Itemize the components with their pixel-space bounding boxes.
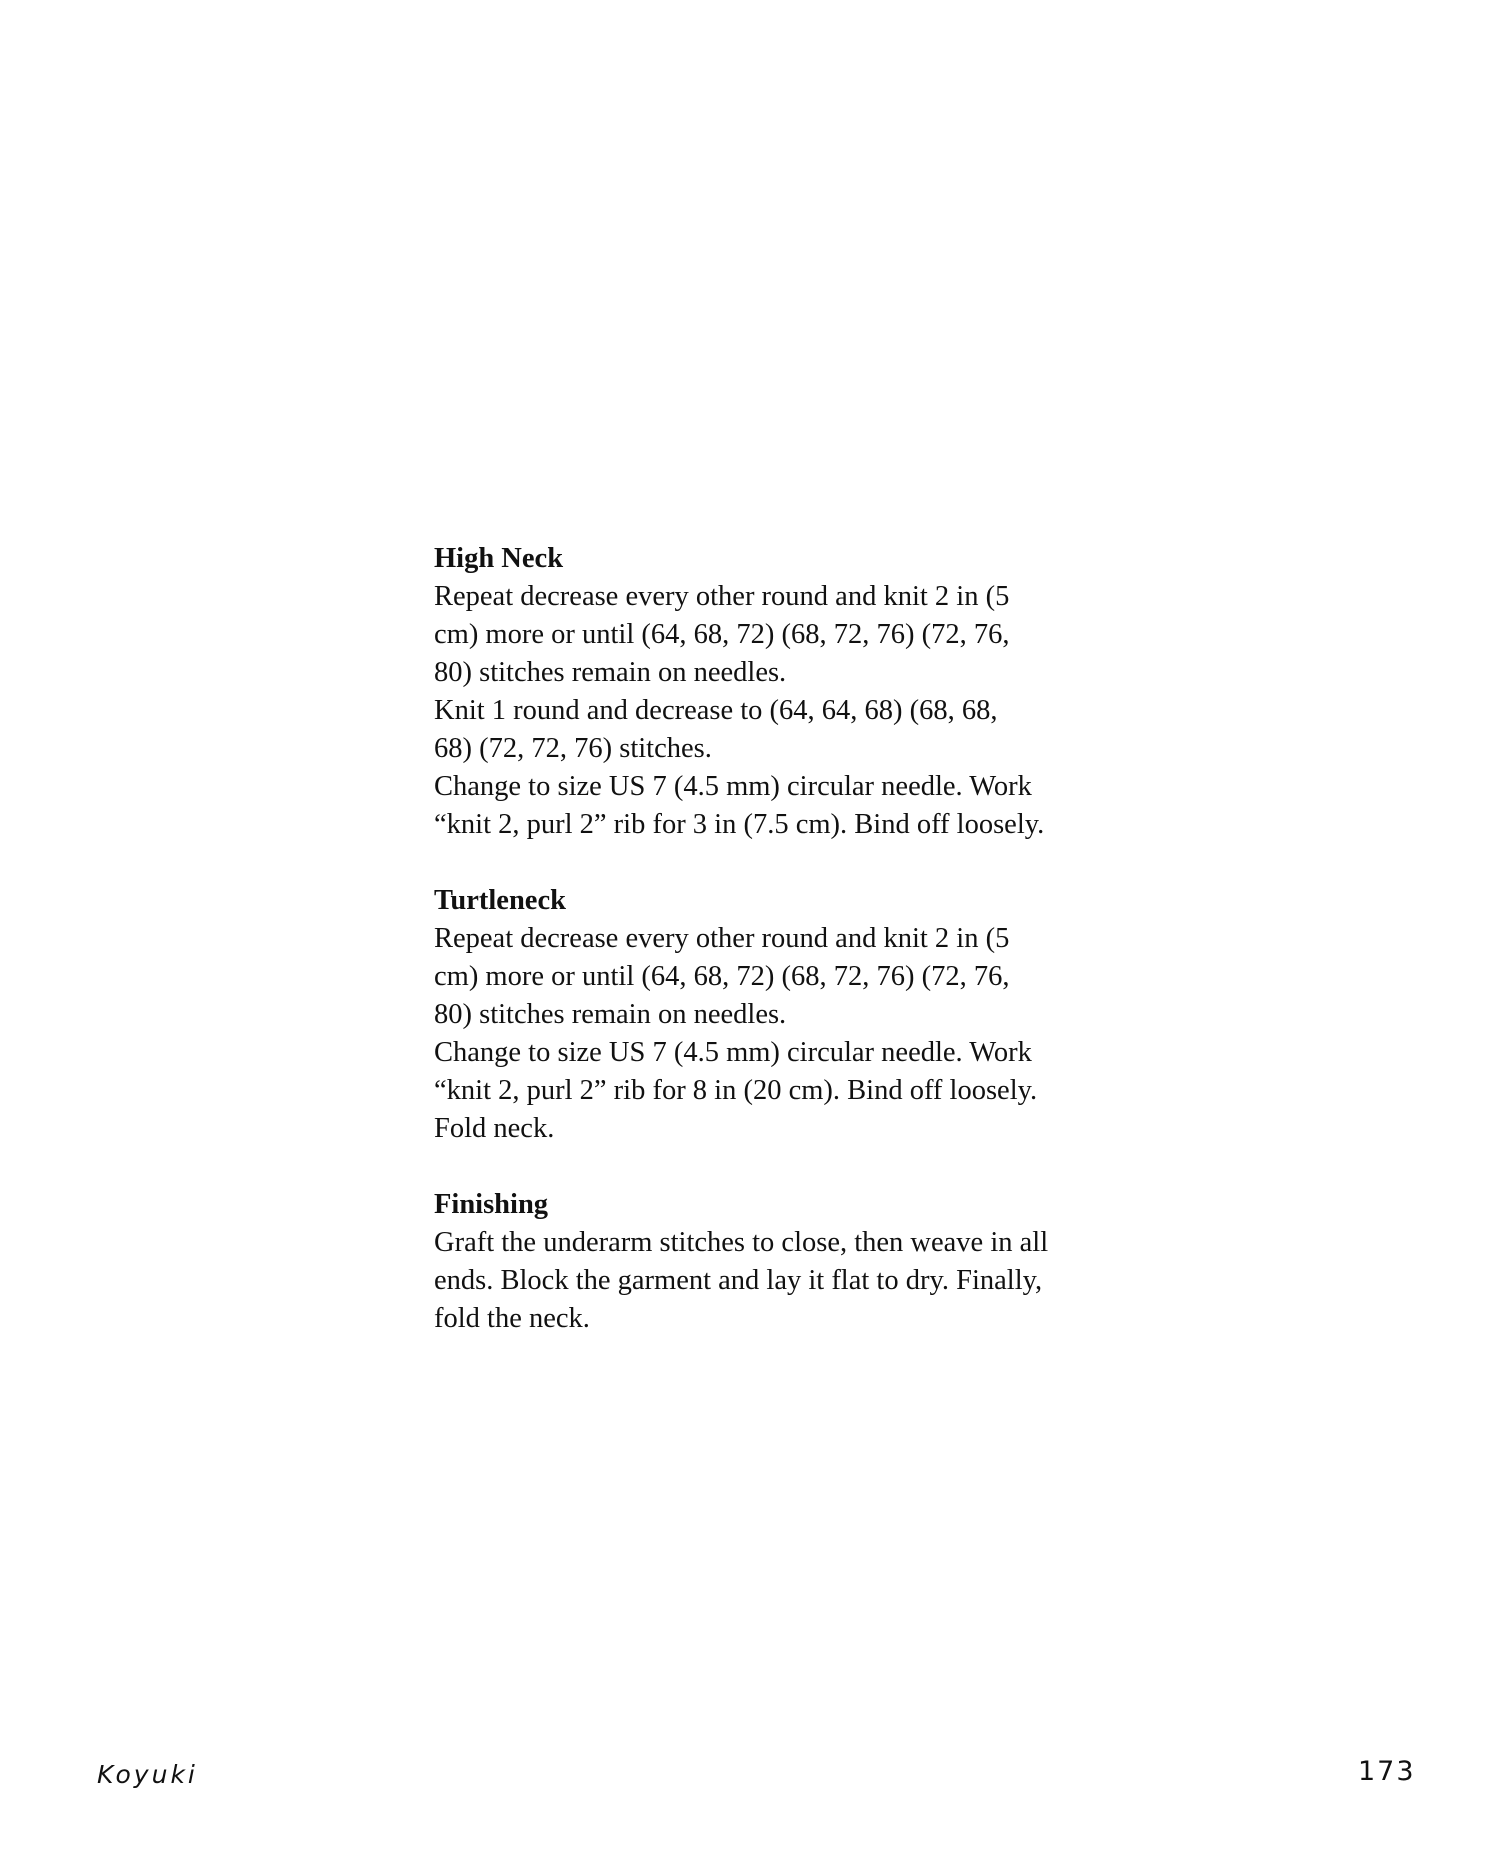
section-title: Finishing [434,1189,549,1220]
text-line: cm) more or until (64, 68, 72) (68, 72, 76) (72, 76, [434,961,1010,992]
text-line: Change to size US 7 (4.5 mm) circular needle. Work [434,771,1032,802]
section-turtleneck [434,882,1084,1148]
text-line: 68) (72, 72, 76) stitches. [434,733,712,764]
section-body [434,578,1084,844]
section-title: High Neck [434,543,564,574]
section-high-neck [434,540,1084,844]
text-line: ends. Block the garment and lay it flat to dry. Finally, [434,1265,1043,1296]
text-line: Graft the underarm stitches to close, then weave in all [434,1227,1049,1258]
text-line: “knit 2, purl 2” rib for 3 in (7.5 cm). Bind off loosely. [434,809,1045,840]
text-line: 80) stitches remain on needles. [434,999,787,1030]
section-title: Turtleneck [434,885,566,916]
text-line: Change to size US 7 (4.5 mm) circular needle. Work [434,1037,1032,1068]
text-line: fold the neck. [434,1303,590,1334]
text-line: 80) stitches remain on needles. [434,657,787,688]
footer-book-title: Koyuki [97,1760,198,1789]
section-body [434,920,1084,1148]
page-number: 173 [1358,1756,1416,1787]
text-line: Repeat decrease every other round and knit 2 in (5 [434,923,1010,954]
text-line: Repeat decrease every other round and knit 2 in (5 [434,581,1010,612]
text-line: Fold neck. [434,1113,555,1144]
text-line: cm) more or until (64, 68, 72) (68, 72, 76) (72, 76, [434,619,1010,650]
pattern-text-block [434,540,1084,1376]
section-body [434,1224,1084,1338]
text-line: “knit 2, purl 2” rib for 8 in (20 cm). Bind off loosely. [434,1075,1038,1106]
text-line: Knit 1 round and decrease to (64, 64, 68) (68, 68, [434,695,998,726]
section-finishing [434,1186,1084,1338]
